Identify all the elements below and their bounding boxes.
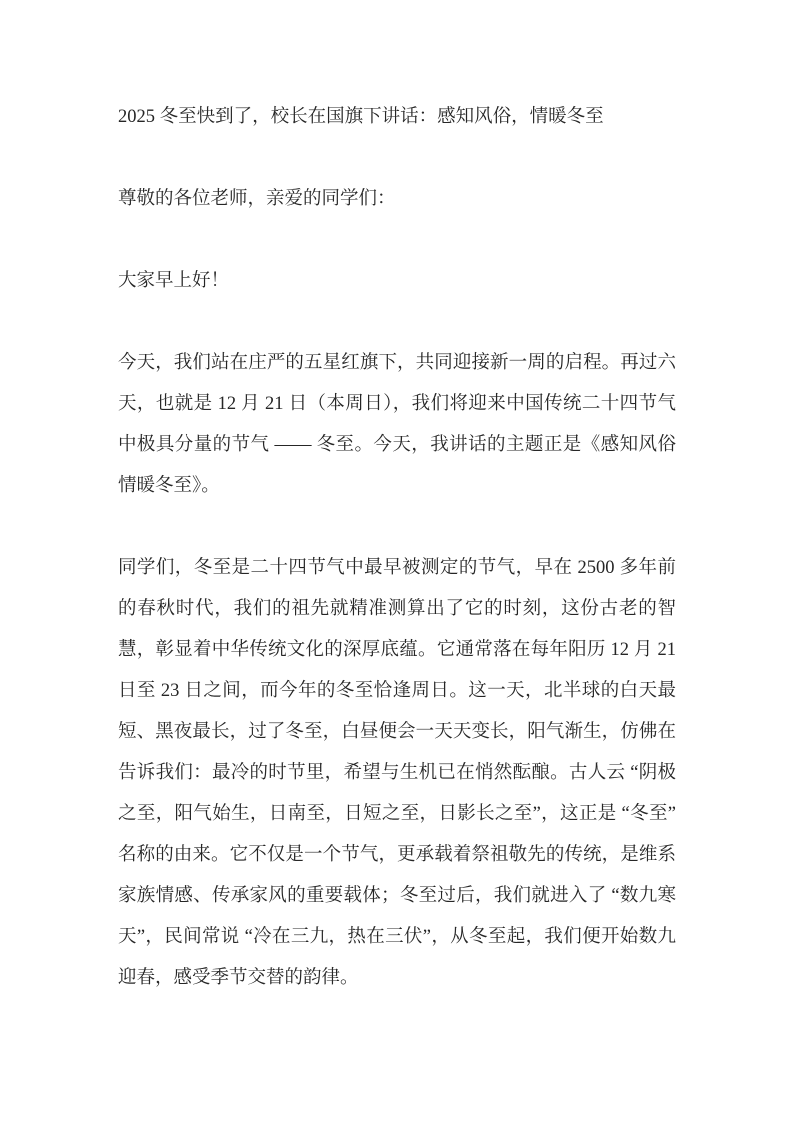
document-title: 2025 冬至快到了，校长在国旗下讲话：感知风俗，情暖冬至	[118, 107, 604, 127]
salutation-line: 尊敬的各位老师，亲爱的同学们：	[118, 189, 396, 209]
paragraph-solstice-history: 同学们，冬至是二十四节气中最早被测定的节气，早在 2500 多年前的春秋时代，我们的祖先就精准测算出了它的时刻，这份古老的智慧，彰显着中华传统文化的深厚底蕴。它通常落在每年阳历 12 月 21 日至 23 日之间，而今年的冬至恰逢周日。这一天，北半球的白天最短、黑夜最长，过了冬至，白昼便会一天天变长，阳气渐生，仿佛在告诉我们：最冷的时节里，希望与生机已在悄然酝酿。古人云 “阴极之至，阳气始生，日南至，日短之至，日影长之至”，这正是 “冬至” 名称的由来。它不仅是一个节气，更承载着祭祖敬先的传统，是维系家族情感、传承家风的重要载体；冬至过后，我们就进入了 “数九寒天”，民间常说 “冷在三九，热在三伏”，从冬至起，我们便开始数九迎春，感受季节交替的韵律。	[118, 558, 676, 988]
greeting-line: 大家早上好！	[118, 271, 230, 291]
paragraph-intro: 今天，我们站在庄严的五星红旗下，共同迎接新一周的启程。再过六天，也就是 12 月 21 日（本周日），我们将迎来中国传统二十四节气中极具分量的节气 —— 冬至。今天，我讲话的主题正是《感知风俗 情暖冬至》。	[118, 353, 676, 496]
